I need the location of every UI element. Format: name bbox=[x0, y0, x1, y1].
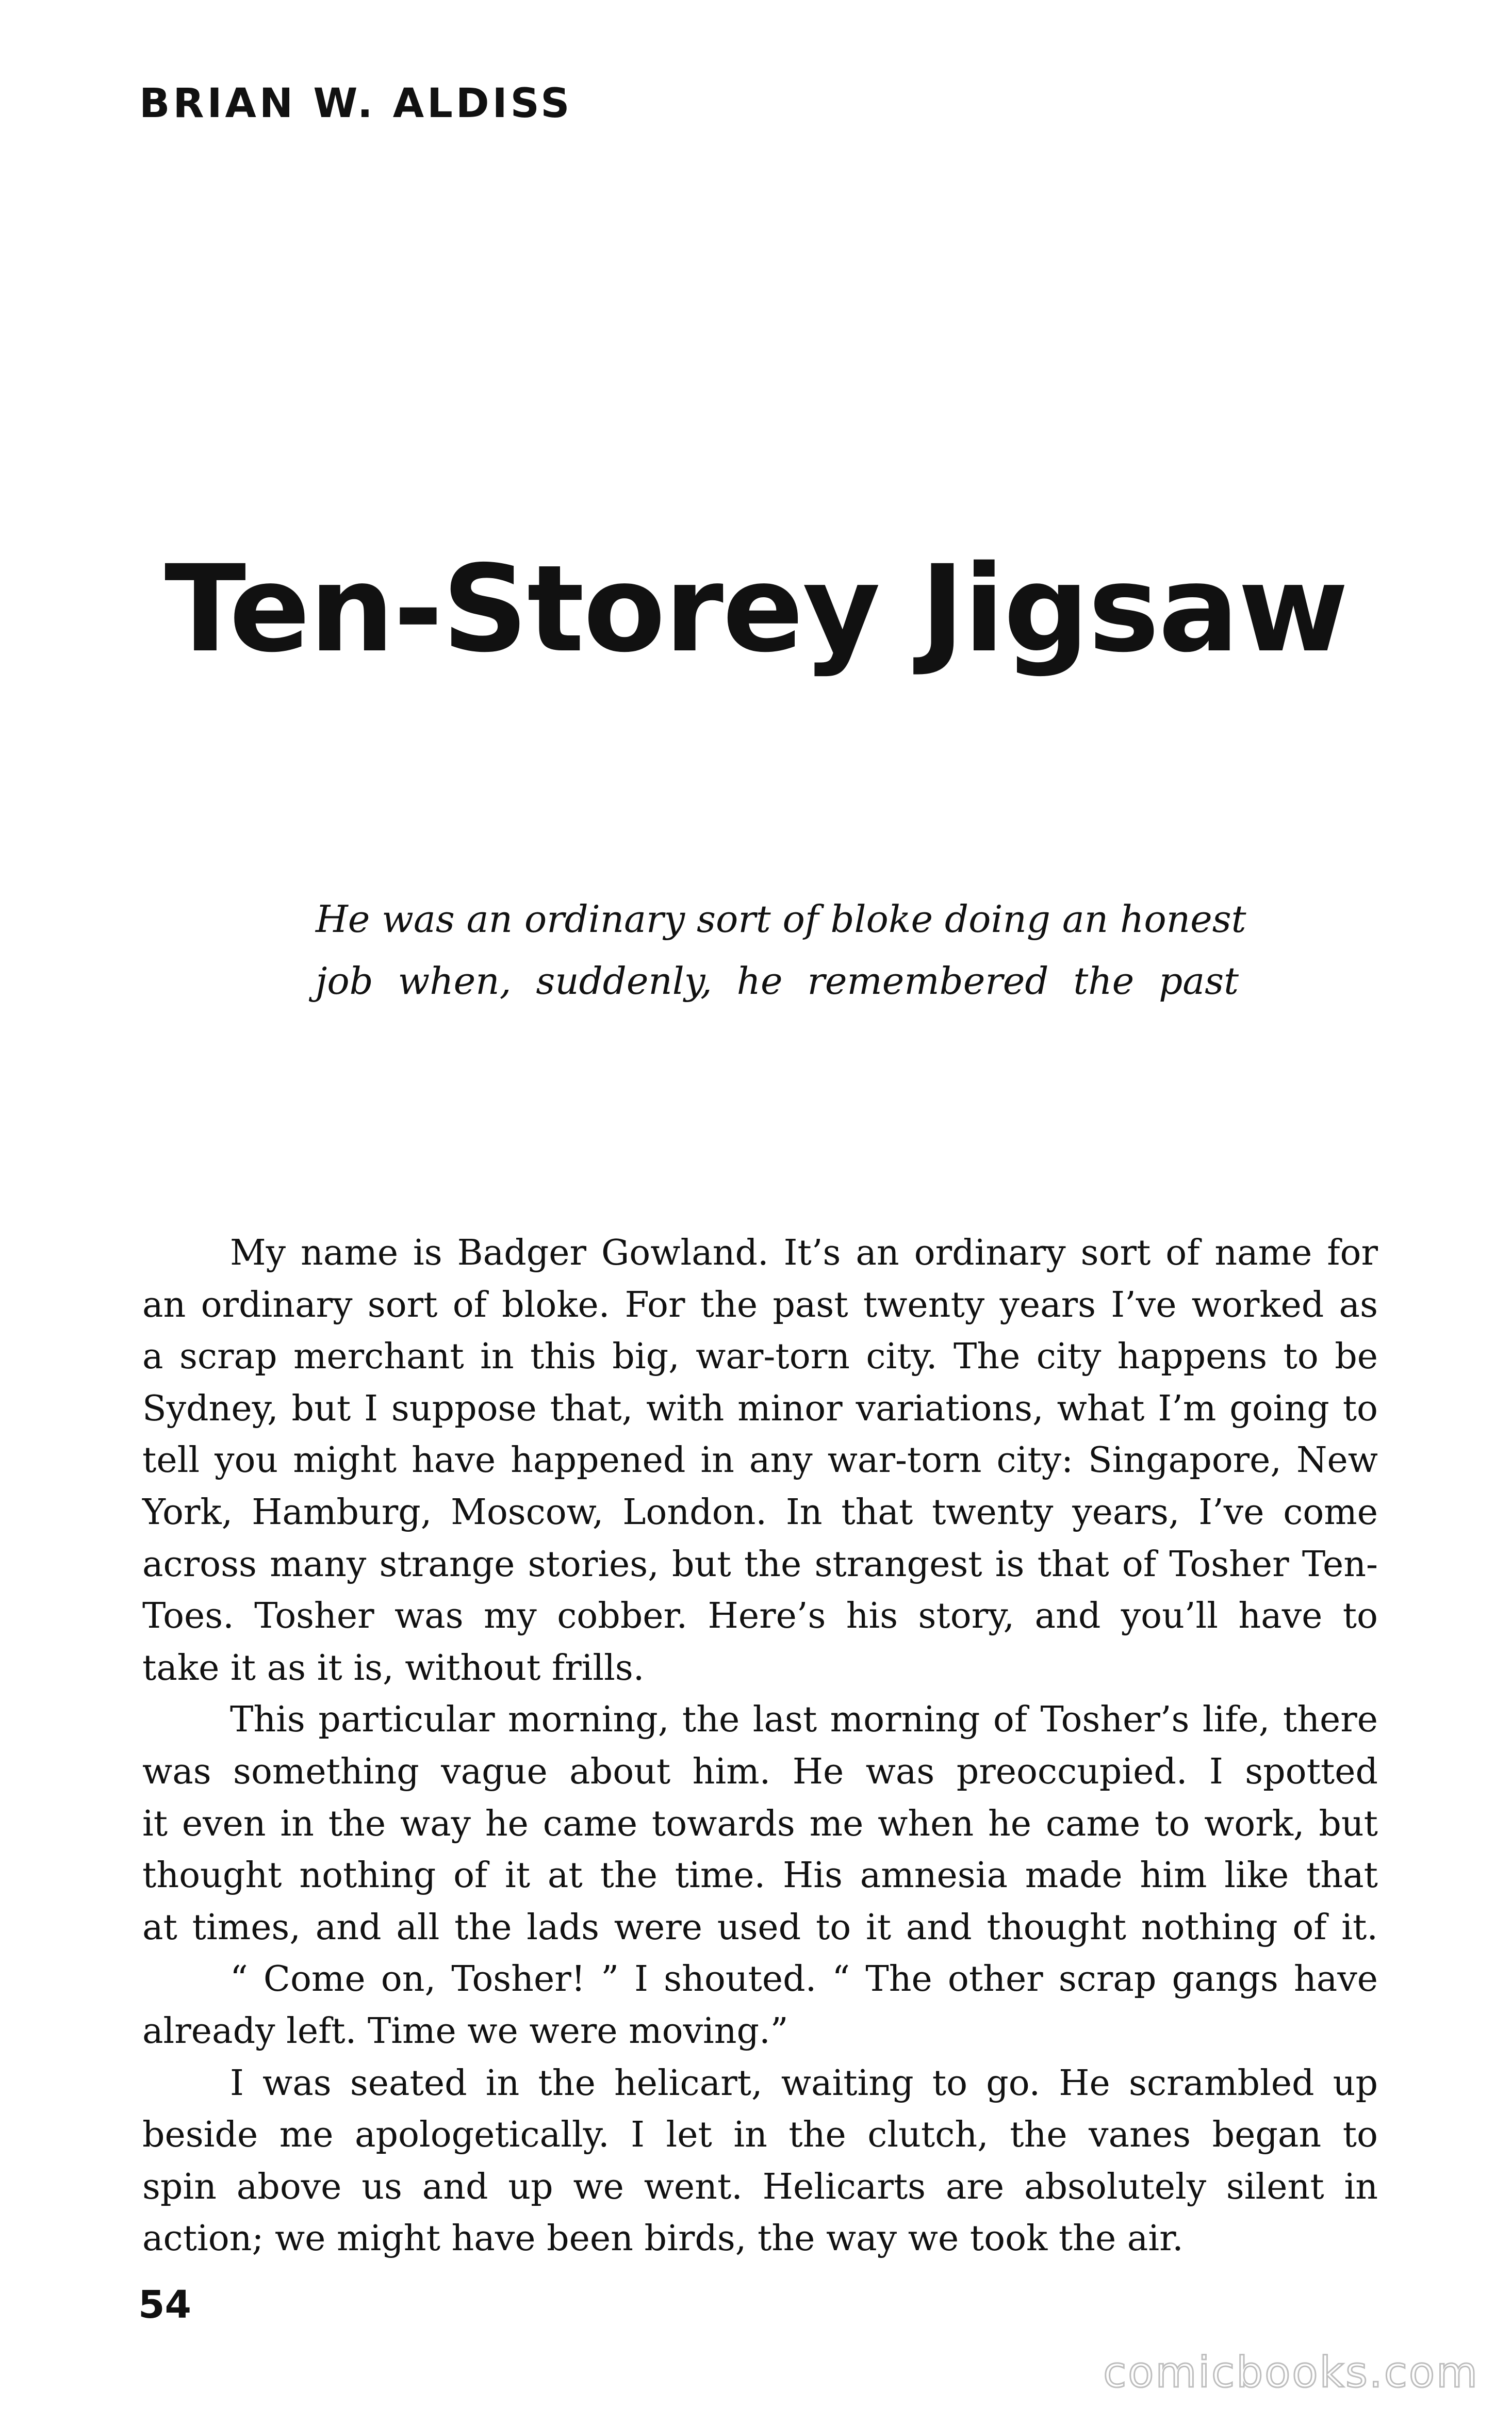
body-line: Sydney, but I suppose that, with minor variations, what I’m going to bbox=[142, 1388, 1378, 1429]
story-title: Ten-Storey Jigsaw bbox=[164, 539, 1348, 679]
subtitle-line: He was an ordinary sort of bloke doing an honest bbox=[316, 897, 1246, 941]
body-line: was something vague about him. He was preoccupied. I spotted bbox=[142, 1751, 1378, 1792]
body-line: beside me apologetically. I let in the clutch, the vanes began to bbox=[142, 2115, 1378, 2156]
body-line: tell you might have happened in any war-torn city: Singapore, New bbox=[142, 1440, 1378, 1481]
body-line: at times, and all the lads were used to it and thought nothing of it. bbox=[142, 1907, 1378, 1948]
body-line: an ordinary sort of bloke. For the past twenty years I’ve worked as bbox=[142, 1284, 1378, 1325]
body-line: This particular morning, the last morning of Tosher’s life, there bbox=[230, 1699, 1378, 1741]
author-name: BRIAN W. ALDISS bbox=[139, 80, 573, 127]
story-subtitle bbox=[316, 888, 1246, 1012]
body-line: spin above us and up we went. Helicarts are absolutely silent in bbox=[142, 2166, 1378, 2207]
body-line: thought nothing of it at the time. His amnesia made him like that bbox=[142, 1855, 1378, 1896]
body-line: across many strange stories, but the strangest is that of Tosher Ten- bbox=[142, 1544, 1378, 1585]
body-line: I was seated in the helicart, waiting to go. He scrambled up bbox=[230, 2062, 1378, 2104]
body-line: York, Hamburg, Moscow, London. In that twenty years, I’ve come bbox=[142, 1492, 1378, 1533]
body-line: a scrap merchant in this big, war-torn city. The city happens to be bbox=[142, 1336, 1378, 1378]
body-line: Toes. Tosher was my cobber. Here’s his story, and you’ll have to bbox=[142, 1596, 1378, 1637]
body-line: “ Come on, Tosher! ” I shouted. “ The other scrap gangs have bbox=[230, 1959, 1378, 2000]
body-line: action; we might have been birds, the way we took the air. bbox=[142, 2218, 1184, 2259]
body-line: already left. Time we were moving.” bbox=[142, 2010, 788, 2052]
site-watermark: comicbooks.com bbox=[1103, 2348, 1479, 2397]
body-line: it even in the way he came towards me when he came to work, but bbox=[142, 1803, 1378, 1844]
story-body bbox=[142, 1227, 1378, 2265]
subtitle-line: job when, suddenly, he remembered the past bbox=[316, 959, 1239, 1003]
body-line: My name is Badger Gowland. It’s an ordinary sort of name for bbox=[230, 1233, 1378, 1273]
page-number: 54 bbox=[138, 2283, 191, 2327]
body-line: take it as it is, without frills. bbox=[142, 1647, 645, 1689]
